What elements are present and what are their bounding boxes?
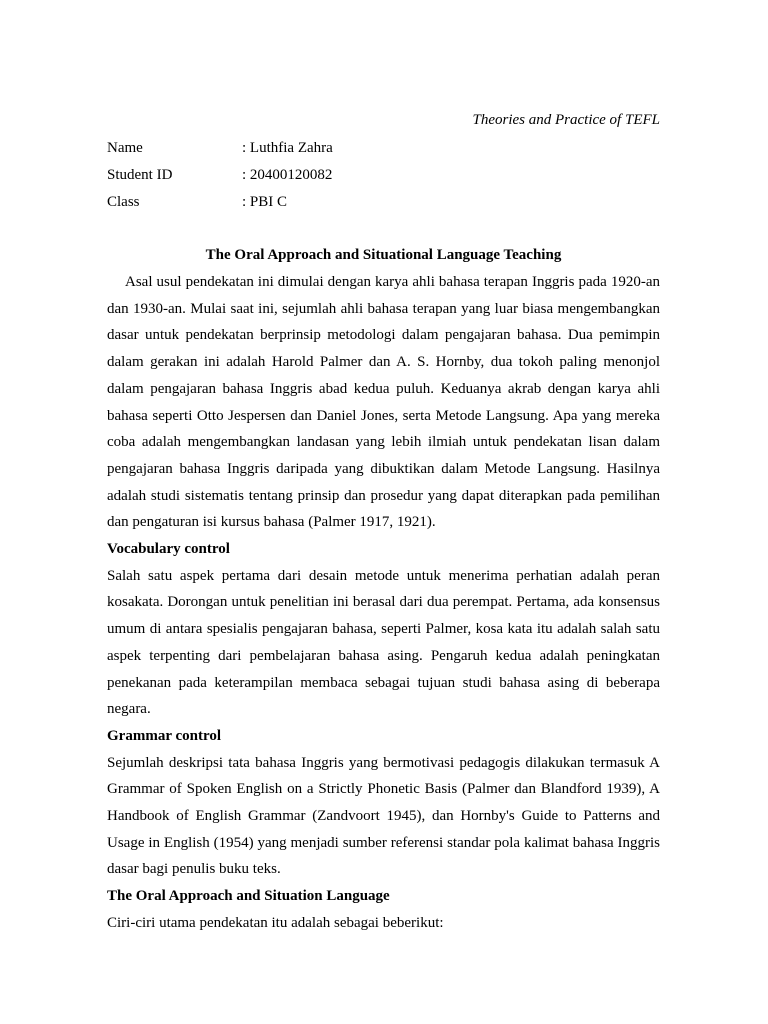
name-value: : Luthfia Zahra <box>242 140 333 156</box>
section-body-grammar: Sejumlah deskripsi tata bahasa Inggris yang bermotivasi pedagogis dilakukan termasuk A Grammar of Spoken English on a Strictly Phonetic Basis (Palmer dan Blandford 1939), A Handbook of English Grammar (Zandvoort 1945), dan Hornby's Guide to Patterns and Usage in English (1954) yang menjadi sumber referensi standar pola kalimat bahasa Inggris dasar bagi penulis buku teks. <box>107 754 660 878</box>
document-title: The Oral Approach and Situational Language Teaching <box>205 247 562 263</box>
class-label: Class <box>107 194 140 210</box>
student-id-value: : 20400120082 <box>242 167 333 183</box>
student-id-label: Student ID <box>107 167 173 183</box>
document-page <box>107 108 660 937</box>
section-heading-grammar: Grammar control <box>107 727 222 744</box>
class-row <box>107 189 660 216</box>
section-body-vocabulary: Salah satu aspek pertama dari desain metode untuk menerima perhatian adalah peran kosakata. Dorongan untuk penelitian ini berasal dari dua perempat. Pertama, ada konsensus umum di antara spesialis pengajaran bahasa, seperti Palmer, kosa kata itu adalah salah satu aspek terpenting dari pembelajaran bahasa asing. Pengaruh kedua adalah peningkatan penekanan pada keterampilan membaca sebagai tujuan studi bahasa asing di beberapa negara. <box>107 567 660 718</box>
student-id-row <box>107 162 660 189</box>
section-body-oral-approach: Ciri-ciri utama pendekatan itu adalah sebagai beberikut: <box>107 914 444 931</box>
class-value: : PBI C <box>242 194 288 210</box>
course-title: Theories and Practice of TEFL <box>472 112 660 128</box>
section-heading-vocabulary: Vocabulary control <box>107 541 230 558</box>
name-label: Name <box>107 140 143 156</box>
section-heading-oral-approach: The Oral Approach and Situation Language <box>107 888 390 905</box>
student-name-row <box>107 135 660 162</box>
intro-paragraph: Asal usul pendekatan ini dimulai dengan karya ahli bahasa terapan Inggris pada 1920-an dan 1930-an. Mulai saat ini, sejumlah ahli bahasa terapan yang luar biasa mengembangkan dasar untuk pendekatan berprinsip metodologi dalam pengajaran bahasa. Dua pemimpin dalam gerakan ini adalah Harold Palmer dan A. S. Hornby, dua tokoh paling menonjol dalam pengajaran bahasa Inggris abad kedua puluh. Keduanya akrab dengan karya ahli bahasa seperti Otto Jespersen dan Daniel Jones, serta Metode Langsung. Apa yang mereka coba adalah mengembangkan landasan yang lebih ilmiah untuk pendekatan lisan dalam pengajaran bahasa Inggris daripada yang dibuktikan dalam Metode Langsung. Hasilnya adalah studi sistematis tentang prinsip dan prosedur yang dapat diterapkan pada pemilihan dan pengaturan isi kursus bahasa (Palmer 1917, 1921). <box>107 274 660 531</box>
